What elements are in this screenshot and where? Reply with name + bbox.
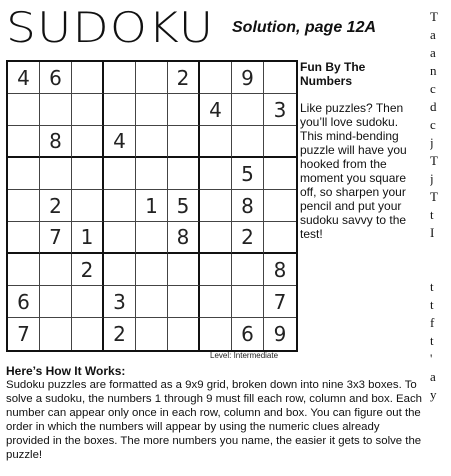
adjacent-column-letter: t xyxy=(430,207,434,222)
sudoku-cell[interactable] xyxy=(72,62,104,94)
sudoku-cell[interactable] xyxy=(72,126,104,158)
adjacent-column-letter: t xyxy=(430,333,434,348)
adjacent-column-letter: j xyxy=(430,135,434,150)
sudoku-cell[interactable]: 3 xyxy=(104,286,136,318)
adjacent-column-letter: d xyxy=(430,99,437,114)
adjacent-column-letter: t xyxy=(430,279,434,294)
sudoku-cell[interactable] xyxy=(40,286,72,318)
sudoku-cell[interactable] xyxy=(104,62,136,94)
sudoku-cell[interactable]: 7 xyxy=(264,286,296,318)
sudoku-cell[interactable]: 7 xyxy=(40,222,72,254)
puzzle-title: SUDOKU xyxy=(6,3,215,52)
adjacent-column-letter: c xyxy=(430,81,436,96)
sudoku-cell[interactable] xyxy=(168,94,200,126)
sudoku-cell[interactable] xyxy=(264,62,296,94)
adjacent-column-letter: n xyxy=(430,63,437,78)
sudoku-cell[interactable]: 8 xyxy=(168,222,200,254)
sudoku-cell[interactable]: 7 xyxy=(8,318,40,350)
sudoku-cell[interactable] xyxy=(8,126,40,158)
sudoku-cell[interactable] xyxy=(264,158,296,190)
sudoku-cell[interactable] xyxy=(136,126,168,158)
sudoku-cell[interactable] xyxy=(200,254,232,286)
sudoku-cell[interactable]: 1 xyxy=(136,190,168,222)
instructions-heading: Here’s How It Works: xyxy=(6,364,126,378)
sudoku-cell[interactable] xyxy=(136,62,168,94)
solution-reference: Solution, page 12A xyxy=(232,19,377,36)
sudoku-cell[interactable] xyxy=(8,94,40,126)
sudoku-cell[interactable]: 9 xyxy=(232,62,264,94)
sudoku-cell[interactable] xyxy=(136,318,168,350)
sudoku-cell[interactable]: 2 xyxy=(72,254,104,286)
adjacent-column-letter: T xyxy=(430,9,438,24)
sudoku-cell[interactable] xyxy=(232,94,264,126)
sudoku-cell[interactable] xyxy=(200,158,232,190)
sudoku-cell[interactable]: 8 xyxy=(232,190,264,222)
sudoku-cell[interactable] xyxy=(264,126,296,158)
adjacent-column-letter: a xyxy=(430,369,436,384)
sudoku-cell[interactable] xyxy=(8,222,40,254)
sudoku-cell[interactable] xyxy=(136,94,168,126)
adjacent-column-text xyxy=(430,8,451,404)
sudoku-cell[interactable] xyxy=(104,222,136,254)
sudoku-cell[interactable]: 3 xyxy=(264,94,296,126)
adjacent-column-letter xyxy=(430,242,451,260)
sudoku-cell[interactable] xyxy=(200,318,232,350)
instructions-body: Sudoku puzzles are formatted as a 9x9 grid, broken down into nine 3x3 boxes. To solve a sudoku, the numbers 1 through 9 must fill each row, column and box. Each number can appear only once in each row, column and box. You can figure out the order in which the numbers will appear by using the numeric clues already provided in the boxes. The more numbers you name, the easier it gets to solve the puzzle! xyxy=(6,379,422,461)
sidebar-title: Fun By The Numbers xyxy=(300,60,366,88)
sudoku-cell[interactable] xyxy=(200,126,232,158)
sudoku-cell[interactable]: 8 xyxy=(264,254,296,286)
adjacent-column-letter: c xyxy=(430,117,436,132)
sudoku-cell[interactable]: 2 xyxy=(168,62,200,94)
sudoku-cell[interactable] xyxy=(136,158,168,190)
adjacent-column-letter: a xyxy=(430,27,436,42)
sudoku-cell[interactable]: 6 xyxy=(232,318,264,350)
sudoku-cell[interactable] xyxy=(264,222,296,254)
sudoku-cell[interactable]: 9 xyxy=(273,322,287,346)
sudoku-cell[interactable] xyxy=(264,190,296,222)
sudoku-cell[interactable] xyxy=(232,254,264,286)
sudoku-cell[interactable] xyxy=(72,158,104,190)
sudoku-cell[interactable] xyxy=(168,286,200,318)
sudoku-cell[interactable] xyxy=(104,158,136,190)
sudoku-cell[interactable] xyxy=(168,158,200,190)
sudoku-cell[interactable] xyxy=(72,318,104,350)
sudoku-cell[interactable]: 2 xyxy=(104,318,136,350)
sudoku-cell[interactable]: 4 xyxy=(104,126,136,158)
sudoku-cell[interactable]: 5 xyxy=(232,158,264,190)
sudoku-cell[interactable]: 1 xyxy=(72,222,104,254)
adjacent-column-letter: T xyxy=(430,153,438,168)
sudoku-cell[interactable] xyxy=(104,190,136,222)
adjacent-column-letter: f xyxy=(430,315,435,330)
sudoku-cell[interactable] xyxy=(136,222,168,254)
sudoku-cell[interactable] xyxy=(168,318,200,350)
sudoku-cell[interactable] xyxy=(200,222,232,254)
sudoku-cell[interactable]: 2 xyxy=(40,190,72,222)
sudoku-cell[interactable]: 5 xyxy=(168,190,200,222)
adjacent-column-letter: t xyxy=(430,297,434,312)
sudoku-cell[interactable] xyxy=(8,190,40,222)
sudoku-cell[interactable] xyxy=(232,126,264,158)
sudoku-cell[interactable] xyxy=(104,254,136,286)
adjacent-column-letter: j xyxy=(430,171,434,186)
sudoku-grid xyxy=(6,60,298,352)
adjacent-column-letter: I xyxy=(430,225,435,240)
adjacent-column-letter xyxy=(430,260,451,278)
sudoku-cell[interactable] xyxy=(72,94,104,126)
sudoku-cell[interactable] xyxy=(40,94,72,126)
adjacent-column-letter: a xyxy=(430,45,436,60)
sudoku-cell[interactable] xyxy=(136,254,168,286)
sudoku-cell[interactable] xyxy=(136,286,168,318)
sudoku-cell[interactable]: 4 xyxy=(8,62,40,94)
sudoku-cell[interactable] xyxy=(200,286,232,318)
adjacent-column-letter: ' xyxy=(430,351,433,366)
sudoku-cell[interactable] xyxy=(40,318,72,350)
sudoku-cell[interactable]: 2 xyxy=(232,222,264,254)
sudoku-cell[interactable] xyxy=(72,190,104,222)
sudoku-cell[interactable] xyxy=(200,190,232,222)
sudoku-cell[interactable] xyxy=(168,254,200,286)
sudoku-cell[interactable] xyxy=(8,158,40,190)
adjacent-column-letter: T xyxy=(430,189,438,204)
sudoku-cell[interactable] xyxy=(104,94,136,126)
adjacent-column-letter: y xyxy=(430,387,437,402)
sudoku-cell[interactable]: 8 xyxy=(40,126,72,158)
difficulty-level: Level: Intermediate xyxy=(210,351,279,360)
sudoku-cell[interactable] xyxy=(40,254,72,286)
sidebar-body: Like puzzles? Then you’ll love sudoku. This mind-bending puzzle will have you hooked from the moment you square off, so sharpen your pencil and put your sudoku savvy to the test! xyxy=(300,101,407,241)
sudoku-cell[interactable]: 6 xyxy=(8,286,40,318)
sudoku-cell[interactable] xyxy=(72,286,104,318)
sudoku-cell[interactable] xyxy=(200,62,232,94)
sudoku-cell[interactable] xyxy=(168,126,200,158)
sudoku-cell[interactable] xyxy=(232,286,264,318)
sudoku-cell[interactable] xyxy=(8,254,40,286)
sudoku-cell[interactable]: 4 xyxy=(200,94,232,126)
sudoku-cell[interactable]: 6 xyxy=(40,62,72,94)
sudoku-cell[interactable] xyxy=(40,158,72,190)
